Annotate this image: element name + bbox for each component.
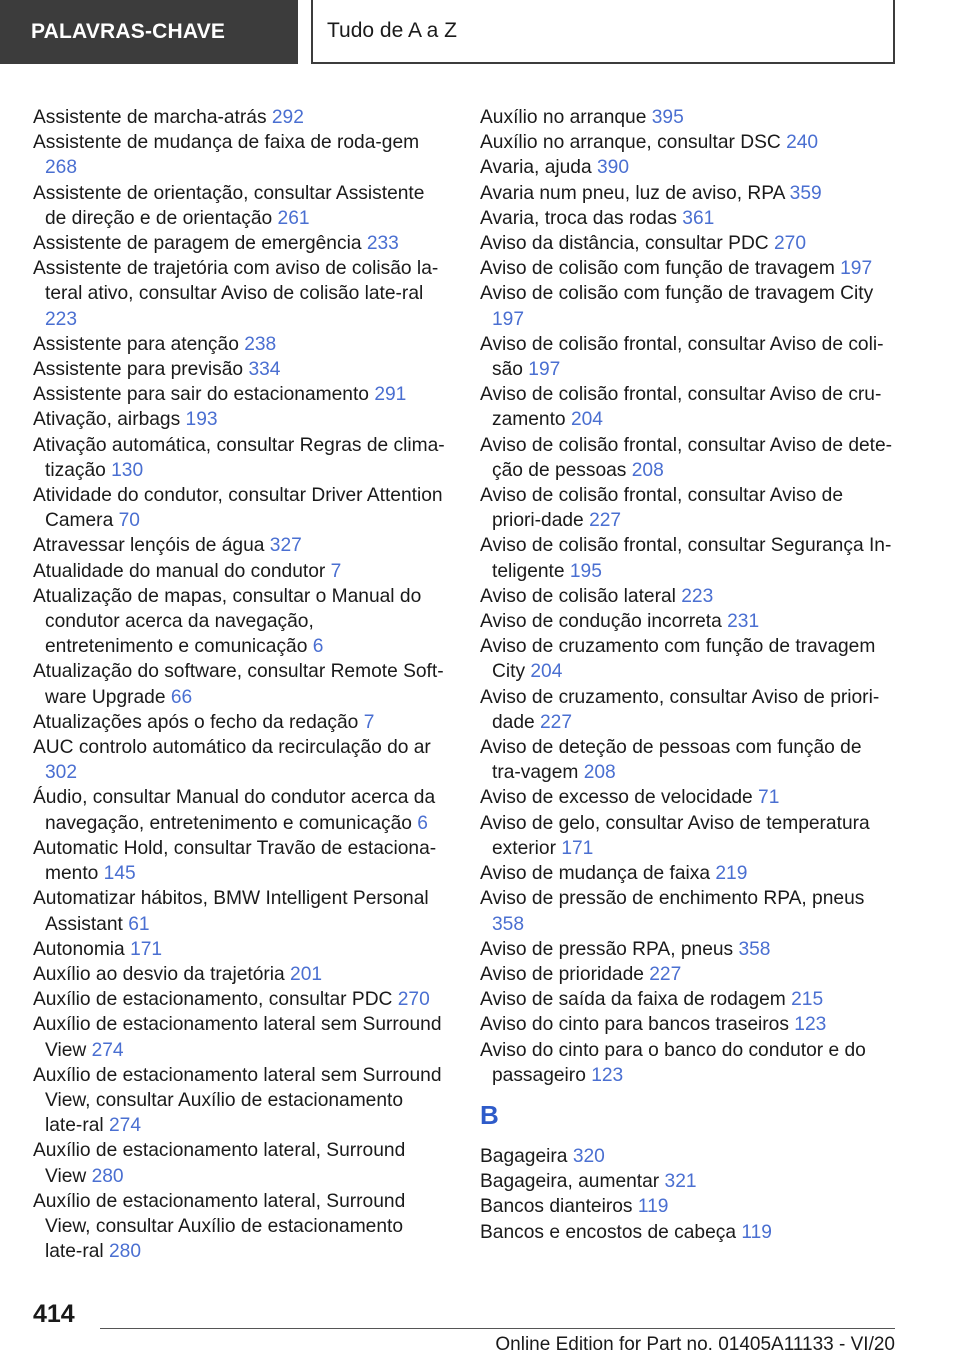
index-entry-text: Avaria, ajuda <box>480 157 597 179</box>
page-reference-link[interactable]: 270 <box>397 989 430 1011</box>
index-entry-text: Auxílio de estacionamento lateral sem Surround View <box>33 1014 442 1061</box>
index-entry <box>33 433 445 483</box>
page-reference-link[interactable]: 130 <box>111 459 144 481</box>
page-reference-link[interactable]: 292 <box>271 107 304 128</box>
index-entry <box>480 861 895 886</box>
page-reference-link[interactable]: 223 <box>45 308 78 330</box>
index-entry <box>480 987 895 1012</box>
page-reference-link[interactable]: 240 <box>786 132 819 154</box>
index-entry-text: Auxílio no arranque <box>480 107 652 128</box>
index-entry-text: Auxílio de estacionamento, consultar PDC <box>33 989 398 1011</box>
index-entry <box>33 1189 445 1265</box>
page-reference-link[interactable]: 7 <box>363 711 375 733</box>
index-entry-text: Aviso de deteção de pessoas com função de tra-vagem <box>480 737 862 784</box>
page-reference-link[interactable]: 197 <box>492 308 525 330</box>
page-reference-link[interactable]: 358 <box>738 938 771 960</box>
index-column-left <box>33 105 445 1264</box>
index-entry <box>33 785 445 835</box>
page-reference-link[interactable]: 358 <box>492 913 525 935</box>
page-reference-link[interactable]: 280 <box>91 1165 124 1187</box>
index-entry <box>33 1063 445 1139</box>
page-reference-link[interactable]: 193 <box>185 409 218 431</box>
index-entry <box>33 836 445 886</box>
page-reference-link[interactable]: 215 <box>791 989 824 1011</box>
index-entry <box>480 105 895 130</box>
index-entry <box>33 559 445 584</box>
index-entry-text: Avaria, troca das rodas <box>480 207 683 229</box>
index-entry <box>33 382 445 407</box>
index-entry <box>33 710 445 735</box>
index-entry <box>480 1169 895 1194</box>
index-entry <box>480 1220 895 1245</box>
index-entry <box>33 181 445 231</box>
index-entry-text: Bagageira, aumentar <box>480 1171 665 1193</box>
index-entry-text: Assistente de orientação, consultar Assistente de direção e de orientação <box>33 182 425 229</box>
page-reference-link[interactable]: 334 <box>248 359 281 381</box>
index-entry-text: Auxílio de estacionamento lateral, Surround View <box>33 1140 406 1187</box>
index-entry-text: Aviso de colisão frontal, consultar Segurança In-teligente <box>480 535 892 582</box>
page-reference-link[interactable]: 227 <box>589 510 622 532</box>
index-entry <box>480 1012 895 1037</box>
index-entry <box>33 962 445 987</box>
page-reference-link[interactable]: 233 <box>366 233 399 255</box>
index-entry-text: Auxílio ao desvio da trajetória <box>33 963 291 985</box>
page-reference-link[interactable]: 268 <box>45 157 78 179</box>
page-reference-link[interactable]: 7 <box>330 560 342 582</box>
index-entry <box>480 281 895 331</box>
edition-note: Online Edition for Part no. 01405A11133 - VI/20 <box>495 1334 895 1355</box>
page-reference-link[interactable]: 302 <box>45 762 78 784</box>
index-entry <box>480 1038 895 1088</box>
page-reference-link[interactable]: 359 <box>789 182 822 204</box>
index-entry <box>480 1194 895 1219</box>
index-entry <box>480 1144 895 1169</box>
index-entry <box>480 634 895 684</box>
index-entry-text: Aviso de colisão frontal, consultar Aviso de dete-ção de pessoas <box>480 434 893 481</box>
index-entry-text: Aviso de gelo, consultar Aviso de temperatura exterior <box>480 812 870 859</box>
index-entry <box>33 105 445 130</box>
index-entry <box>480 685 895 735</box>
index-entry-text: Ativação automática, consultar Regras de clima-tização <box>33 434 445 481</box>
index-entry <box>480 332 895 382</box>
section-tab-label: PALAVRAS-CHAVE <box>31 20 226 43</box>
index-entry <box>480 533 895 583</box>
page-reference-link[interactable]: 274 <box>108 1115 141 1137</box>
page-reference-link[interactable]: 395 <box>651 107 684 128</box>
index-entry-text: Aviso de pressão de enchimento RPA, pneus <box>480 888 865 910</box>
index-entry <box>480 256 895 281</box>
index-entry <box>33 987 445 1012</box>
index-entry-text: Auxílio de estacionamento lateral, Surround View, consultar Auxílio de estacionamento late-ral <box>33 1190 406 1263</box>
index-entry-text: Atravessar lençóis de água <box>33 535 270 557</box>
chapter-title-tab <box>311 0 895 64</box>
index-entry-text: Aviso de colisão frontal, consultar Aviso de coli-são <box>480 333 884 381</box>
index-entry <box>480 962 895 987</box>
page-reference-link[interactable]: 231 <box>727 611 760 633</box>
page-reference-link[interactable]: 390 <box>596 157 629 179</box>
index-entry <box>480 937 895 962</box>
index-entry-text: Aviso de prioridade <box>480 963 650 985</box>
page-reference-link[interactable]: 270 <box>774 233 807 255</box>
index-entry <box>33 1012 445 1062</box>
index-entry <box>33 886 445 936</box>
index-entry-text: Assistente para atenção <box>33 333 245 355</box>
page-reference-link[interactable]: 219 <box>715 863 748 885</box>
index-entry <box>33 659 445 709</box>
index-entry-text: Atualidade do manual do condutor <box>33 560 331 582</box>
page-reference-link[interactable]: 123 <box>591 1064 624 1086</box>
index-column-right <box>480 105 895 1245</box>
page-reference-link[interactable]: 66 <box>170 686 193 708</box>
index-entry-text: Aviso de saída da faixa de rodagem <box>480 989 792 1011</box>
index-entry-text: Aviso de colisão frontal, consultar Aviso de cru-zamento <box>480 384 882 431</box>
page-reference-link[interactable]: 197 <box>840 258 873 280</box>
index-entry <box>480 483 895 533</box>
index-entry-text: Aviso de cruzamento com função de travagem City <box>480 636 876 683</box>
page-reference-link[interactable]: 171 <box>561 837 594 859</box>
page-header <box>0 0 960 66</box>
page-reference-link[interactable]: 6 <box>417 812 428 834</box>
index-entry-text: Aviso da distância, consultar PDC <box>480 233 774 255</box>
page-reference-link[interactable]: 119 <box>741 1221 772 1243</box>
page-reference-link[interactable]: 223 <box>681 585 714 607</box>
page-reference-link[interactable]: 71 <box>758 787 780 809</box>
page-reference-link[interactable]: 119 <box>637 1196 669 1218</box>
page-reference-link[interactable]: 204 <box>530 661 563 683</box>
page-reference-link[interactable]: 171 <box>130 938 163 960</box>
index-list-b <box>480 1144 895 1245</box>
index-entry-text: Aviso de pressão RPA, pneus <box>480 938 739 960</box>
index-entry-text: Atualização de mapas, consultar o Manual do condutor acerca da navegação, entretenimento e comunicação <box>33 585 422 658</box>
page-reference-link[interactable]: 320 <box>572 1145 605 1167</box>
section-tab[interactable] <box>0 0 298 64</box>
index-entry-text: Assistente de trajetória com aviso de colisão la-teral ativo, consultar Aviso de colisão late-ral <box>33 258 439 305</box>
index-entry <box>480 811 895 861</box>
index-entry-text: Aviso de cruzamento, consultar Aviso de priori-dade <box>480 686 880 733</box>
index-entry <box>480 231 895 256</box>
page-reference-link[interactable]: 197 <box>528 359 561 381</box>
page-reference-link[interactable]: 227 <box>540 711 573 733</box>
index-entry-text: AUC controlo automático da recirculação do ar <box>33 737 431 759</box>
index-entry <box>480 886 895 936</box>
index-entry <box>33 483 445 533</box>
index-entry-text: Assistente para sair do estacionamento <box>33 384 375 406</box>
index-entry-text: Aviso de colisão frontal, consultar Aviso de priori-dade <box>480 485 843 532</box>
footer-divider <box>100 1328 895 1329</box>
index-entry <box>480 433 895 483</box>
index-entry <box>480 206 895 231</box>
index-entry <box>480 155 895 180</box>
index-entry-text: Automatic Hold, consultar Travão de estaciona-mento <box>33 837 437 885</box>
index-entry <box>33 937 445 962</box>
index-entry-text: Atualizações após o fecho da redação <box>33 711 364 733</box>
index-entry <box>33 357 445 382</box>
index-entry-text: Ativação, airbags <box>33 409 186 431</box>
index-entry-text: Aviso do cinto para bancos traseiros <box>480 1014 795 1036</box>
index-entry <box>480 382 895 432</box>
page-number: 414 <box>33 1300 75 1328</box>
index-entry-text: Aviso de condução incorreta <box>480 611 728 633</box>
index-entry <box>480 609 895 634</box>
page-reference-link[interactable]: 123 <box>794 1014 827 1036</box>
page-reference-link[interactable]: 201 <box>290 963 323 985</box>
index-entry-text: Assistente para previsão <box>33 359 249 381</box>
page-reference-link[interactable]: 208 <box>631 459 664 481</box>
index-entry-text: Aviso de mudança de faixa <box>480 863 716 885</box>
index-entry <box>480 181 895 206</box>
index-entry-text: Aviso de colisão lateral <box>480 585 682 607</box>
index-entry-text: Autonomia <box>33 938 131 960</box>
index-entry-text: Atividade do condutor, consultar Driver Attention Camera <box>33 485 443 532</box>
page-footer <box>0 1290 960 1362</box>
index-entry-text: Bancos dianteiros <box>480 1196 638 1218</box>
index-entry-text: Assistente de paragem de emergência <box>33 233 367 255</box>
index-entry-text: Aviso de excesso de velocidade <box>480 787 759 809</box>
index-entry-text: Aviso de colisão com função de travagem <box>480 258 841 280</box>
index-entry <box>480 785 895 810</box>
index-entry <box>33 231 445 256</box>
index-entry <box>33 533 445 558</box>
page-reference-link[interactable]: 321 <box>664 1171 697 1193</box>
page-reference-link[interactable]: 274 <box>91 1039 124 1061</box>
index-entry-text: Automatizar hábitos, BMW Intelligent Personal Assistant <box>33 888 429 935</box>
chapter-title: Tudo de A a Z <box>327 19 457 42</box>
index-entry <box>33 584 445 660</box>
index-entry <box>33 332 445 357</box>
section-letter-b: B <box>480 1099 499 1130</box>
index-entry-text: Atualização do software, consultar Remote Soft-ware Upgrade <box>33 661 444 708</box>
index-entry-text: Aviso do cinto para o banco do condutor e do passageiro <box>480 1039 866 1086</box>
page-reference-link[interactable]: 280 <box>108 1241 141 1263</box>
index-entry-text: Assistente de marcha-atrás <box>33 107 272 128</box>
index-entry-text: Avaria num pneu, luz de aviso, RPA <box>480 182 790 204</box>
page-reference-link[interactable]: 327 <box>269 535 302 557</box>
index-entry-text: Auxílio de estacionamento lateral sem Surround View, consultar Auxílio de estacionamento late-ral <box>33 1064 442 1137</box>
page-reference-link[interactable]: 61 <box>128 913 150 935</box>
index-entry-text: Aviso de colisão com função de travagem City <box>480 283 874 305</box>
page-reference-link[interactable]: 227 <box>649 963 682 985</box>
page-reference-link[interactable]: 361 <box>682 207 715 229</box>
index-entry-text: Assistente de mudança de faixa de roda-gem <box>33 132 420 154</box>
index-entry <box>480 130 895 155</box>
index-entry-text: Áudio, consultar Manual do condutor acerca da navegação, entretenimento e comunicação <box>33 787 436 834</box>
page-reference-link[interactable]: 261 <box>277 207 310 229</box>
page-reference-link[interactable]: 291 <box>374 384 407 406</box>
index-entry <box>480 735 895 785</box>
index-entry-text: Auxílio no arranque, consultar DSC <box>480 132 787 154</box>
page-reference-link[interactable]: 70 <box>118 510 140 532</box>
index-entry <box>33 1138 445 1188</box>
page-reference-link[interactable]: 208 <box>583 762 616 784</box>
page-reference-link[interactable]: 6 <box>312 636 324 658</box>
index-entry <box>33 130 445 180</box>
index-entry-text: Bagageira <box>480 1145 573 1167</box>
index-entry <box>33 735 445 785</box>
page-reference-link[interactable]: 204 <box>570 409 603 431</box>
page-reference-link[interactable]: 195 <box>569 560 602 582</box>
index-list-right <box>480 105 895 1088</box>
index-entry <box>33 407 445 432</box>
index-entry-text: Bancos e encostos de cabeça <box>480 1221 742 1243</box>
page-reference-link[interactable]: 145 <box>103 863 136 885</box>
page-reference-link[interactable]: 238 <box>244 333 277 355</box>
index-entry <box>33 256 445 332</box>
index-entry <box>480 584 895 609</box>
